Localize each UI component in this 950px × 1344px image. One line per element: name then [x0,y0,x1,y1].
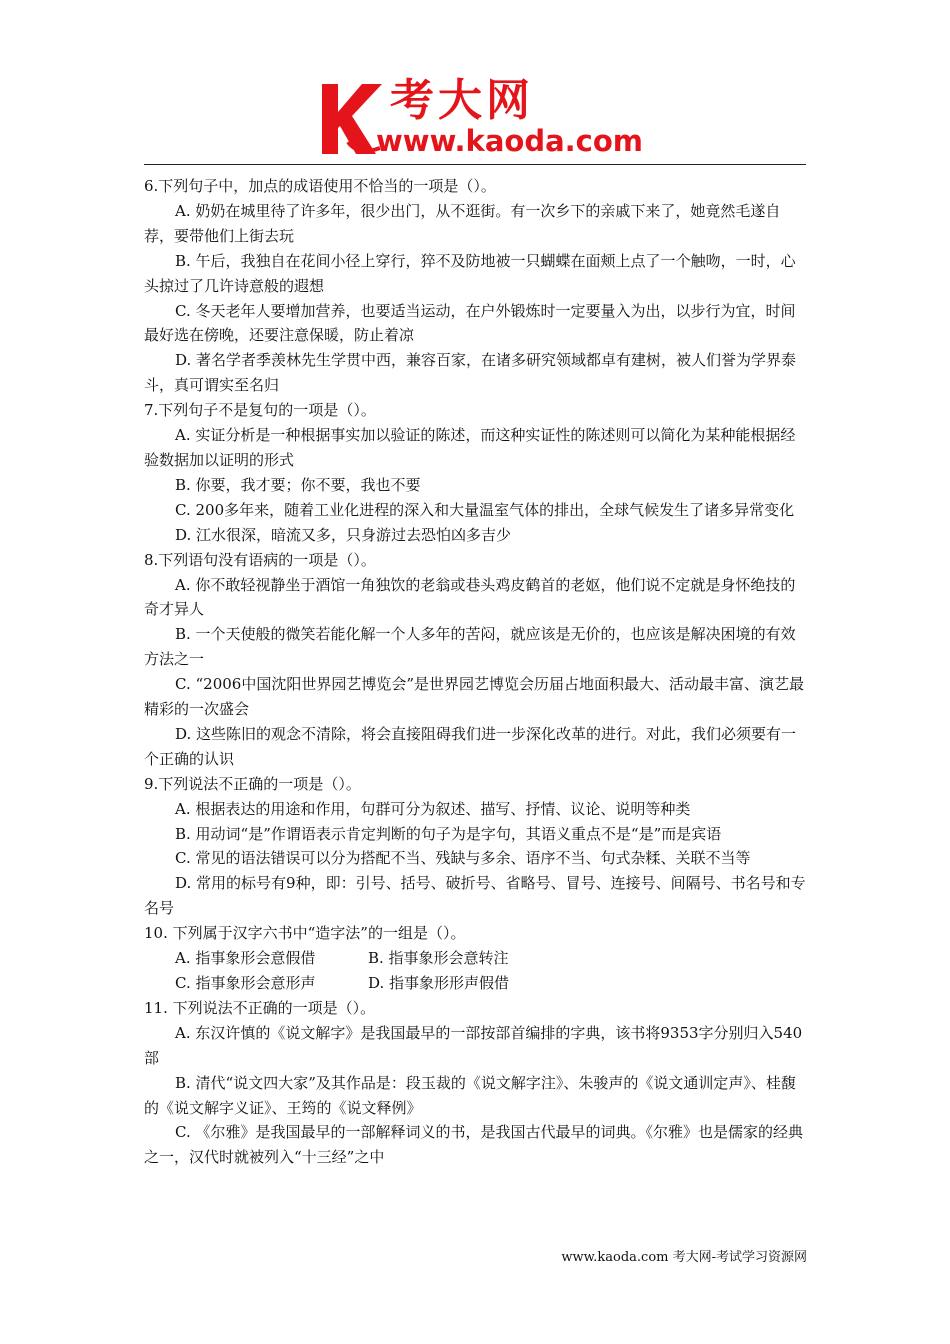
option-b: B. 指事象形会意转注 [368,949,509,968]
option-b: B. 你要，我才要；你不要，我也不要 [175,475,421,494]
option-c: C. 《尔雅》是我国最早的一部解释词义的书，是我国古代最早的词典。《尔雅》也是儒家的经典之一，汉代时就被列入“十三经”之中 [144,1123,803,1167]
option-d: D. 江水很深，暗流又多，只身游过去恐怕凶多吉少 [175,525,512,544]
option-a: A. 指事象形会意假借 [175,949,316,968]
question-stem: 6.下列句子中，加点的成语使用不恰当的一项是（）。 [144,177,496,195]
option-c: C. 冬天老年人要增加营养，也要适当运动，在户外锻炼时一定要量入为出，以步行为宜，时间最好选在傍晚，还要注意保暖，防止着凉 [144,301,796,345]
option-row [144,971,808,996]
option-b: B. 一个天使般的微笑若能化解一个人多年的苦闷，就应该是无价的，也应该是解决困境的有效方法之一 [144,625,796,669]
option-d: D. 著名学者季羡林先生学贯中西，兼容百家，在诸多研究领域都卓有建树，被人们誉为学界泰斗，真可谓实至名归 [144,351,797,395]
question-stem: 8.下列语句没有语病的一项是（）。 [144,550,376,569]
question-list [144,174,808,1170]
k-logo-icon [318,82,384,156]
option-d: D. 指事象形形声假借 [368,974,510,992]
kaoda-logo [318,75,648,162]
question-stem: 10. 下列属于汉字六书中“造字法”的一组是（）。 [144,924,466,943]
option-c: C. “2006中国沈阳世界园艺博览会”是世界园艺博览会历届占地面积最大、活动最丰富、演艺最精彩的一次盛会 [144,675,804,719]
option-a: A. 实证分析是一种根据事实加以验证的陈述，而这种实证性的陈述则可以简化为某种能根据经验数据加以证明的形式 [144,426,796,469]
option-c: C. 200多年来，随着工业化进程的深入和大量温室气体的排出，全球气候发生了诸多异常变化 [175,500,795,519]
option-a: A. 奶奶在城里待了许多年，很少出门，从不逛街。有一次乡下的亲戚下来了，她竟然毛遂自荐，要带他们上街去玩 [144,201,781,245]
footer-text: www.kaoda.com 考大网-考试学习资源网 [561,1250,807,1265]
logo-chinese-text: 考大网 [390,75,534,126]
option-d: D. 常用的标号有9种，即：引号、括号、破折号、省略号、冒号、连接号、间隔号、书名号和专名号 [144,874,806,918]
logo-url-text: www.kaoda.com [376,124,643,158]
option-b: B. 午后，我独自在花间小径上穿行，猝不及防地被一只蝴蝶在面颊上点了一个触吻，一时，心头掠过了几许诗意般的遐想 [144,251,796,295]
option-a: A. 你不敢轻视静坐于酒馆一角独饮的老翁或巷头鸡皮鹤首的老妪，他们说不定就是身怀绝技的奇才异人 [144,575,796,619]
option-c: C. 指事象形会意形声 [175,974,316,992]
option-row [144,946,808,971]
option-c: C. 常见的语法错误可以分为搭配不当、残缺与多余、语序不当、句式杂糅、关联不当等 [175,849,751,868]
question-stem: 11. 下列说法不正确的一项是（）。 [144,998,376,1017]
option-b: B. 清代“说文四大家”及其作品是：段玉裁的《说文解字注》、朱骏声的《说文通训定声》、桂馥的《说文解字义证》、王筠的《说文释例》 [144,1073,796,1117]
header-divider [144,164,806,165]
option-b: B. 用动词“是”作谓语表示肯定判断的句子为是字句，其语义重点不是“是”而是宾语 [175,824,722,843]
option-d: D. 这些陈旧的观念不清除，将会直接阻碍我们进一步深化改革的进行。对此，我们必须要有一个正确的认识 [144,724,797,768]
option-a: A. 根据表达的用途和作用，句群可分为叙述、描写、抒情、议论、说明等种类 [175,799,691,818]
question-stem: 9.下列说法不正确的一项是（）。 [144,774,361,793]
question-stem: 7.下列句子不是复句的一项是（）。 [144,401,376,420]
option-a: A. 东汉许慎的《说文解字》是我国最早的一部按部首编排的字典，该书将9353字分别归入540部 [144,1023,803,1067]
